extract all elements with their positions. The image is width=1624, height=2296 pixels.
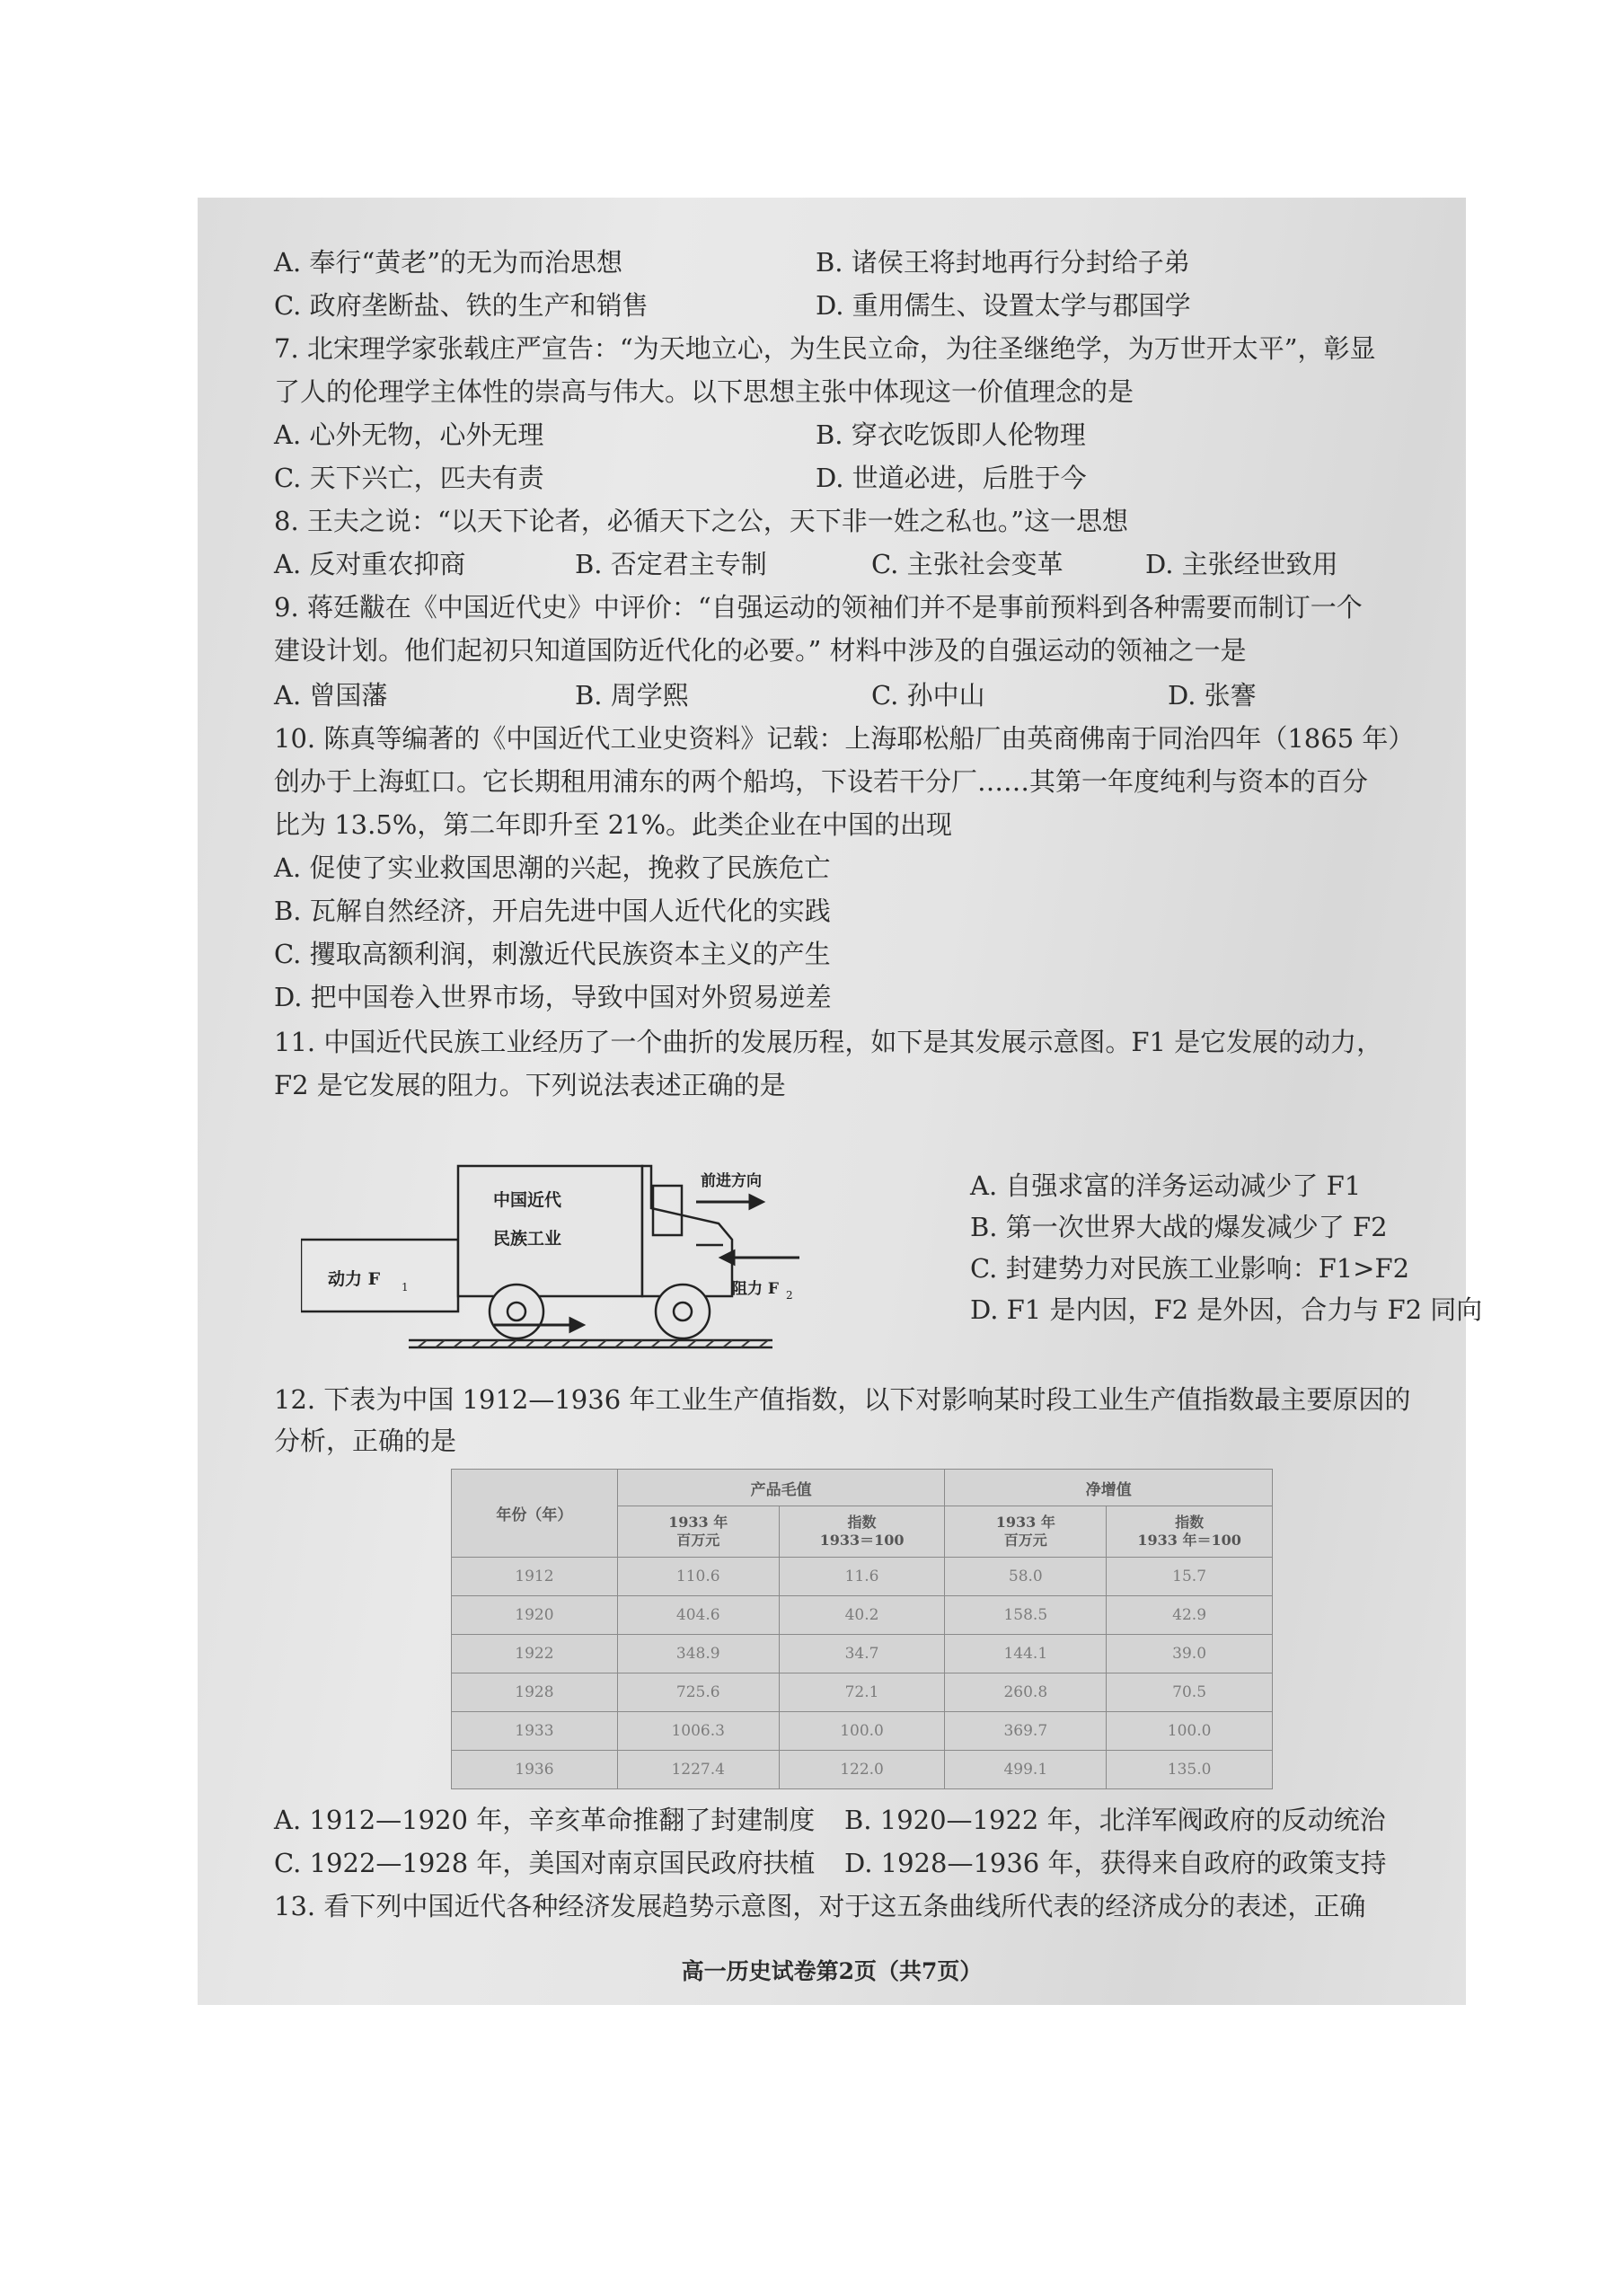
truck-force-diagram <box>301 1150 979 1370</box>
q10-option-a: A. 促使了实业救国思潮的兴起，挽救了民族危亡 <box>274 852 831 883</box>
q6-option-a: A. 奉行“黄老”的无为而治思想 <box>274 247 623 278</box>
gross-amount-header: 1933 年 百万元 <box>617 1506 779 1558</box>
q11-option-c: C. 封建势力对民族工业影响：F1>F2 <box>970 1253 1410 1284</box>
q12-option-a: A. 1912—1920 年，辛亥革命推翻了封建制度 <box>274 1805 816 1835</box>
cell-gross-amount: 348.9 <box>617 1635 779 1673</box>
q11-stem-line2: F2 是它发展的阻力。下列说法表述正确的是 <box>274 1070 786 1100</box>
group-gross-output-header: 产品毛值 <box>617 1470 945 1506</box>
gross-index-header: 指数 1933＝100 <box>779 1506 945 1558</box>
q10-stem-line1: 10. 陈真等编著的《中国近代工业史资料》记载：上海耶松船厂由英商佛南于同治四年（1865 年） <box>274 723 1415 754</box>
q6-option-b: B. 诸侯王将封地再行分封给子弟 <box>816 247 1190 278</box>
q7-stem-line1: 7. 北宋理学家张载庄严宣告：“为天地立心，为生民立命，为往圣继绝学，为万世开太平”，彰显 <box>274 333 1376 364</box>
q7-option-b: B. 穿衣吃饭即人伦物理 <box>816 419 1086 450</box>
q10-stem-line2: 创办于上海虹口。它长期租用浦东的两个船坞，下设若干分厂……其第一年度纯利与资本的百分 <box>274 766 1369 797</box>
cell-year: 1912 <box>452 1558 618 1596</box>
table-row <box>452 1751 1273 1789</box>
q12-option-c: C. 1922—1928 年，美国对南京国民政府扶植 <box>274 1848 816 1878</box>
q8-stem: 8. 王夫之说：“以天下论者，必循天下之公，天下非一姓之私也。”这一思想 <box>274 506 1129 536</box>
cell-gross-amount: 1006.3 <box>617 1712 779 1751</box>
resistance-label: 阻力 F <box>732 1280 779 1298</box>
cell-net-index: 15.7 <box>1107 1558 1273 1596</box>
resistance-subscript: 2 <box>786 1289 793 1302</box>
cell-net-index: 42.9 <box>1107 1596 1273 1635</box>
cell-year: 1928 <box>452 1673 618 1712</box>
q6-option-c: C. 政府垄断盐、铁的生产和销售 <box>274 290 649 321</box>
cell-gross-amount: 404.6 <box>617 1596 779 1635</box>
cell-gross-index: 34.7 <box>779 1635 945 1673</box>
q10-option-b: B. 瓦解自然经济，开启先进中国人近代化的实践 <box>274 896 831 926</box>
q11-stem-line1: 11. 中国近代民族工业经历了一个曲折的发展历程，如下是其发展示意图。F1 是它发展的动力， <box>274 1027 1383 1057</box>
cell-net-amount: 58.0 <box>945 1558 1107 1596</box>
q6-option-d: D. 重用儒生、设置太学与郡国学 <box>816 290 1191 321</box>
cell-year: 1922 <box>452 1635 618 1673</box>
cell-gross-index: 100.0 <box>779 1712 945 1751</box>
q8-option-c: C. 主张社会变革 <box>871 549 1064 579</box>
col-year-header: 年份（年） <box>452 1470 618 1558</box>
table-row <box>452 1635 1273 1673</box>
q9-option-c: C. 孙中山 <box>871 680 985 711</box>
table-row <box>452 1712 1273 1751</box>
cell-year: 1920 <box>452 1596 618 1635</box>
q9-stem-line1: 9. 蒋廷黻在《中国近代史》中评价：“自强运动的领袖们并不是事前预料到各种需要而制订一个 <box>274 592 1363 623</box>
group-net-value-header: 净增值 <box>945 1470 1273 1506</box>
q7-option-a: A. 心外无物，心外无理 <box>274 419 544 450</box>
q7-option-c: C. 天下兴亡，匹夫有责 <box>274 463 544 493</box>
cell-gross-index: 122.0 <box>779 1751 945 1789</box>
cell-gross-amount: 725.6 <box>617 1673 779 1712</box>
cell-gross-amount: 110.6 <box>617 1558 779 1596</box>
q7-option-d: D. 世道必进，后胜于今 <box>816 463 1087 493</box>
q11-option-b: B. 第一次世界大战的爆发减少了 F2 <box>970 1212 1388 1242</box>
truck-label-line2: 民族工业 <box>493 1229 562 1249</box>
cell-gross-index: 11.6 <box>779 1558 945 1596</box>
net-index-header: 指数 1933 年＝100 <box>1107 1506 1273 1558</box>
q12-option-d: D. 1928—1936 年，获得来自政府的政策支持 <box>844 1848 1387 1878</box>
q9-option-d: D. 张謇 <box>1168 680 1257 711</box>
q12-option-b: B. 1920—1922 年，北洋军阀政府的反动统治 <box>844 1805 1386 1835</box>
q12-stem-line2: 分析，正确的是 <box>274 1426 457 1456</box>
q7-stem-line2: 了人的伦理学主体性的崇高与伟大。以下思想主张中体现这一价值理念的是 <box>274 376 1134 407</box>
q8-option-a: A. 反对重农抑商 <box>274 549 466 579</box>
cell-net-index: 100.0 <box>1107 1712 1273 1751</box>
exam-page <box>198 198 1483 2005</box>
table-row <box>452 1596 1273 1635</box>
cell-net-index: 70.5 <box>1107 1673 1273 1712</box>
q10-option-c: C. 攫取高额利润，刺激近代民族资本主义的产生 <box>274 939 831 969</box>
q8-option-b: B. 否定君主专制 <box>575 549 767 579</box>
power-label: 动力 F <box>328 1269 381 1289</box>
cell-net-amount: 144.1 <box>945 1635 1107 1673</box>
cell-net-amount: 499.1 <box>945 1751 1107 1789</box>
q11-option-a: A. 自强求富的洋务运动减少了 F1 <box>970 1170 1362 1201</box>
cell-gross-index: 72.1 <box>779 1673 945 1712</box>
forward-direction-label: 前进方向 <box>701 1172 762 1190</box>
cell-net-index: 39.0 <box>1107 1635 1273 1673</box>
q11-option-d: D. F1 是内因，F2 是外因，合力与 F2 同向 <box>970 1294 1483 1325</box>
industrial-output-table <box>451 1469 1273 1789</box>
q9-option-b: B. 周学熙 <box>575 680 689 711</box>
q13-stem-line1: 13. 看下列中国近代各种经济发展趋势示意图，对于这五条曲线所代表的经济成分的表述，正确 <box>274 1891 1366 1921</box>
cell-net-amount: 260.8 <box>945 1673 1107 1712</box>
q9-stem-line2: 建设计划。他们起初只知道国防近代化的必要。” 材料中涉及的自强运动的领袖之一是 <box>274 635 1247 666</box>
page-footer: 高一历史试卷第2页（共7页） <box>681 1958 983 1984</box>
net-amount-header: 1933 年 百万元 <box>945 1506 1107 1558</box>
cell-year: 1936 <box>452 1751 618 1789</box>
cell-gross-amount: 1227.4 <box>617 1751 779 1789</box>
cell-net-amount: 369.7 <box>945 1712 1107 1751</box>
table-row <box>452 1558 1273 1596</box>
cell-gross-index: 40.2 <box>779 1596 945 1635</box>
q10-option-d: D. 把中国卷入世界市场，导致中国对外贸易逆差 <box>274 982 832 1012</box>
cell-net-amount: 158.5 <box>945 1596 1107 1635</box>
q10-stem-line3: 比为 13.5%，第二年即升至 21%。此类企业在中国的出现 <box>274 809 953 840</box>
table-row <box>452 1673 1273 1712</box>
power-subscript: 1 <box>402 1281 409 1294</box>
cell-net-index: 135.0 <box>1107 1751 1273 1789</box>
cell-year: 1933 <box>452 1712 618 1751</box>
truck-label-line1: 中国近代 <box>493 1190 562 1210</box>
q9-option-a: A. 曾国藩 <box>274 680 388 711</box>
q12-stem-line1: 12. 下表为中国 1912—1936 年工业生产值指数，以下对影响某时段工业生产值指数最主要原因的 <box>274 1384 1411 1415</box>
q8-option-d: D. 主张经世致用 <box>1145 549 1338 579</box>
